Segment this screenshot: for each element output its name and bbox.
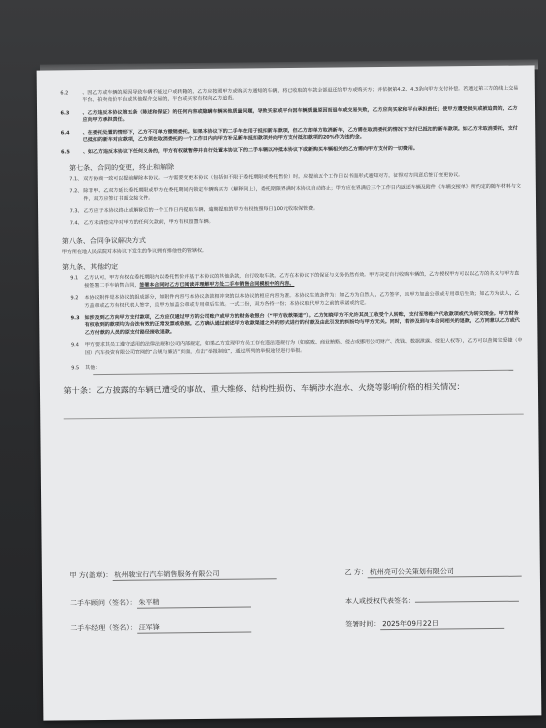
representative-label: 本人或授权代表签名： [344, 596, 415, 606]
manager-signature: 汪军锋 [137, 622, 251, 634]
party-a-row [70, 568, 277, 581]
advisor-row [70, 597, 251, 610]
party-a-label: 甲 方(盖章)： [69, 570, 113, 580]
clause-number: 6.3 [60, 110, 70, 117]
clause-number: 6.2 [60, 90, 69, 97]
sign-date: 2025年09月22日 [380, 618, 504, 630]
section-7-heading: 第七条、合同的变更，终止和解除 [69, 163, 175, 173]
manager-row [70, 622, 251, 635]
clause-text: 双方协商一致可以提前解除本协议。一方需要变更本协议（包括但不限于委托期限或委托售价）时，应提前五个工作日以书面形式通知对方，征得对方同意后签订变更协议。 [83, 172, 464, 183]
clause-number: 7.2、 [69, 188, 83, 195]
clause-text: 、如乙方违反本协议下任何义务的，甲方有权就暂停并自行处置本协议下的二手车辆以冲抵本协议下或新购买车辆相关的乙方需向甲方支付的一切费用。 [82, 146, 418, 156]
section-8-text: 甲方所在地人民法院对本协议下发生的争议拥有排他性的管辖权。 [61, 247, 208, 256]
section-8-heading: 第八条、合同争议解决方式 [61, 236, 146, 246]
clause-text: 、在委托处置的情形下，乙方不可单方撤销委托。如果本协议下的二手车在用于抵扣新车款项，但乙方却单方取消新车，乙方需在取消委托的情况下支付已抵扣的新车款项。如乙方未取消委托，支付已抵扣的新车对应款项，乙方须在取消委托的一个工作日内向甲方补足新车抵扣款项并向甲方支付抵扣款项的20%作为违约金。 [82, 125, 518, 144]
representative-signature [415, 592, 519, 603]
party-b-row [345, 566, 522, 579]
clause-label: 其他： [85, 364, 101, 372]
clause-text: 除非甲、乙双方延长委托期限或甲方在委托期间内锁定车辆购买方（解释同上），委托期限界满时本协议自动终止；甲方应在界满后三个工作日内返还车辆及附件《车辆交接单》所约定的随车材料与文件，双方应签订书面交接文件。 [83, 183, 521, 202]
party-a-value: 杭州骏宝行汽车销售服务有限公司 [112, 568, 276, 581]
clause-number: 7.4、 [69, 220, 83, 227]
advisor-label: 二手车顾问（签名）： [69, 598, 137, 608]
clause-text: 本协议附件是本协议的组成部分，如附件内容与本协议条款相冲突的以本协议的相应内容为准。本协议生效条件为：如乙方为自然人，乙方签字，且甲方加盖公章或专用章后生效；如乙方为法人，乙方盖章或乙方有权代表人签字，且甲方加盖公章或专用章后生效。一式二份，双方各持一份；本协议取代甲方之前的承诺或约定。 [84, 290, 520, 309]
representative-row [345, 592, 519, 607]
signature-block [70, 566, 531, 651]
clause-number: 9.4 [70, 342, 79, 349]
contract-body [60, 86, 523, 420]
party-b-label: 乙 方： [344, 568, 368, 577]
clause-number: 7.1、 [69, 176, 83, 183]
clause-text-emphasis: 签署本合同时乙方已阅读并理解甲方处二手车销售合同模板中的内容。 [139, 280, 295, 289]
clause-text: 甲方要求其员工遵守适用的法律法规和公司内部规定，如果乙方发现甲方员工存在违法违规行为（如腐败、商业贿赂、侵占或挪用公司财产、洗钱、数据泄露、侵犯人权等），乙方可以查阅宝爱捷（中国）汽车投资有限公司官网的“合规与廉洁”页面，点击“举报制度”，通过所列的举报途径进行举报。 [84, 337, 523, 356]
clause-text: 如涉及到乙方向甲方支付款项，乙方应仅通过甲方的公司账户或甲方的财务收银台（“甲方收款渠道”）。乙方知晓甲方不允许其员工收受个人转账，支付至等账户代收款项或代为转交现金。甲方财务有权收到的款项均为合法有效的正常发票或收据。乙方确认通过前述甲方收款渠道之外的形式进行的付款及由此引发的纠纷均与甲方无关。同时，若涉及到与本合同相关的退款，乙方同意以乙方或代乙方付款的人员的原支付路径接收退款。 [84, 310, 520, 336]
clause-text: 乙方未清偿完毕对甲方的任何欠款前，甲方有权留置车辆。 [83, 219, 214, 227]
clause-number: 9.1 [70, 275, 79, 282]
advisor-signature: 朱平精 [136, 597, 250, 609]
section-9-heading: 第九条、其他约定 [62, 263, 119, 272]
clause-text: 、因乙方或车辆的原因导致车辆不能过户或转籍的，乙方应按照甲方或购买方通知的车辆，将已收取的车款全部退还给甲方或购买方；并依据第4.2、4.3条向甲方支付补偿。若通过第三方的线上交易平台、拍卖竞价平台或其他媒介交易的，平台或买家有权向乙方追责。 [82, 85, 519, 104]
date-label: 签署时间： [345, 620, 381, 629]
clause-number: 9.3 [70, 315, 80, 322]
clause-text: 乙方应于本协议终止或解除后的一个工作日内提取车辆，逾期提取的甲方有权按照每日100元收取保管费。 [83, 205, 319, 215]
date-row [345, 618, 504, 631]
clause-text: 乙方认可，甲方有权在委托期限内以委托售价并基于本协议的其他条款，自行收取车款，乙方在本协议下的保证与义务仍然有效。甲方决定自行收购车辆的，乙方授权甲方可以以乙方的名义与甲方直接签署二手车销售合同， [84, 270, 520, 289]
clause-number: 7.3、 [69, 208, 83, 215]
clause-number: 6.4 [60, 129, 70, 137]
section-10-heading: 第十条：乙方披露的车辆已遭受的事故、重大维修、结构性损伤、车辆涉水泡水、火烧等影响价格的相关情况： [63, 381, 465, 396]
clause-number: 9.2 [70, 295, 79, 302]
manager-label: 二手车经理（签名）： [70, 623, 137, 633]
clause-number: 9.5 [71, 365, 80, 372]
clause-number: 6.5 [60, 149, 70, 156]
clause-text: 、乙方违反本协议第五条（陈述和保证）的任何内容或隐瞒车辆其他质量问题，导致买家或平台因车辆质量原因而退车或交易失败，乙方应向买家和平台承担责任；使甲方遭受损失或被追责的，乙方应向甲方承担责任。 [82, 105, 518, 124]
party-b-value: 杭州亮可公关策划有限公司 [368, 566, 522, 579]
